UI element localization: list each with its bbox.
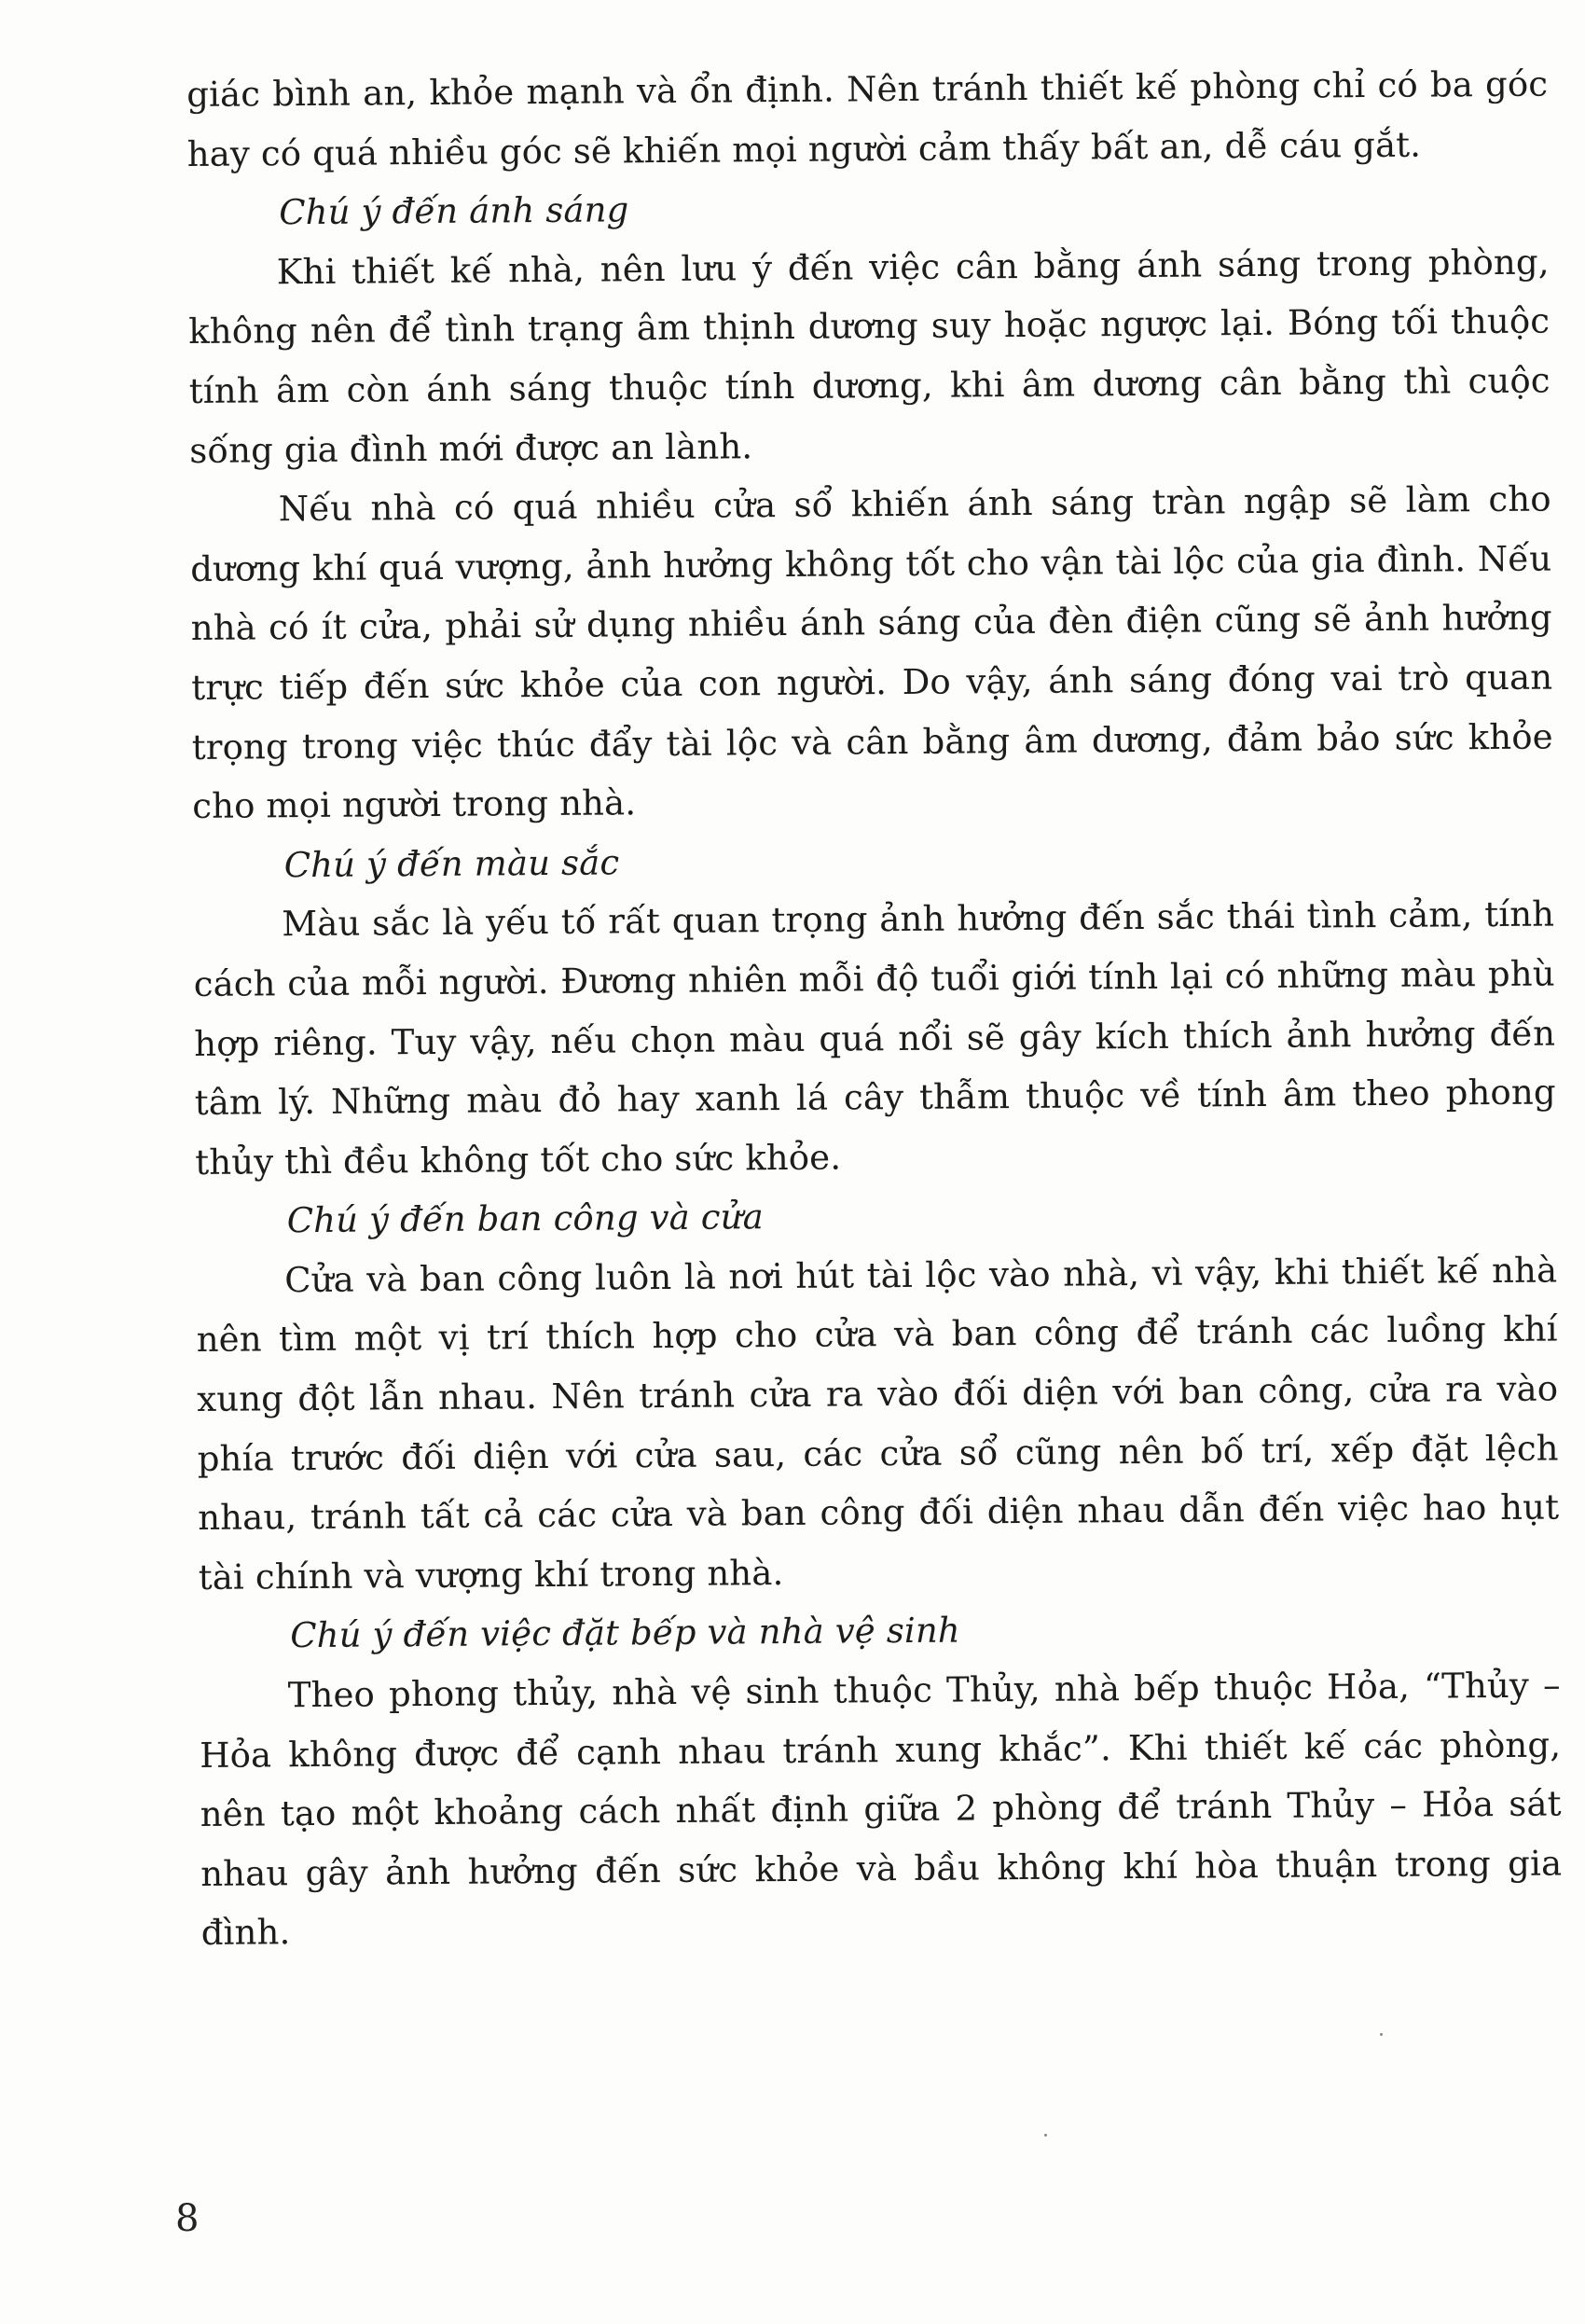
paragraph-kitchen-bathroom: Theo phong thủy, nhà vệ sinh thuộc Thủy, nhà bếp thuộc Hỏa, “Thủy – Hỏa không được để cạnh nhau tránh xung khắc”. Khi thiết kế các phòng, nên tạo một khoảng cách nhất định giữa 2 phòng để tránh Thủy – Hỏa sát nhau gây ảnh hưởng đến sức khỏe và bầu không khí hòa thuận trong gia đình.	[200, 1665, 1563, 1954]
page-number: 8	[175, 2197, 200, 2240]
paragraph-color: Màu sắc là yếu tố rất quan trọng ảnh hưởng đến sắc thái tình cảm, tính cách của mỗi người. Đương nhiên mỗi độ tuổi giới tính lại có những màu phù hợp riêng. Tuy vậy, nếu chọn màu quá nổi sẽ gây kích thích ảnh hưởng đến tâm lý. Những màu đỏ hay xanh lá cây thẫm thuộc về tính âm theo phong thủy thì đều không tốt cho sức khỏe.	[193, 893, 1556, 1183]
section-heading-kitchen-bathroom: Chú ý đến việc đặt bếp và nhà vệ sinh	[290, 1610, 961, 1656]
body-text	[186, 55, 1563, 1963]
section-heading-color: Chú ý đến màu sắc	[283, 842, 620, 885]
scan-speck	[1044, 2134, 1047, 2137]
paragraph-light-balance: Khi thiết kế nhà, nên lưu ý đến việc cân bằng ánh sáng trong phòng, không nên để tình trạng âm thịnh dương suy hoặc ngược lại. Bóng tối thuộc tính âm còn ánh sáng thuộc tính dương, khi âm dương cân bằng thì cuộc sống gia đình mới được an lành.	[188, 242, 1551, 471]
paragraph-light-windows: Nếu nhà có quá nhiều cửa sổ khiến ánh sáng tràn ngập sẽ làm cho dương khí quá vượng, ảnh hưởng không tốt cho vận tài lộc của gia đình. Nếu nhà có ít cửa, phải sử dụng nhiều ánh sáng của đèn điện cũng sẽ ảnh hưởng trực tiếp đến sức khỏe của con người. Do vậy, ánh sáng đóng vai trò quan trọng trong việc thúc đẩy tài lộc và cân bằng âm dương, đảm bảo sức khỏe cho mọi người trong nhà.	[190, 478, 1553, 827]
paragraph-continuation: giác bình an, khỏe mạnh và ổn định. Nên tránh thiết kế phòng chỉ có ba góc hay có quá nhiều góc sẽ khiến mọi người cảm thấy bất an, dễ cáu gắt.	[186, 63, 1549, 174]
paragraph-balcony-door: Cửa và ban công luôn là nơi hút tài lộc vào nhà, vì vậy, khi thiết kế nhà nên tìm một vị trí thích hợp cho cửa và ban công để tránh các luồng khí xung đột lẫn nhau. Nên tránh cửa ra vào đối diện với ban công, cửa ra vào phía trước đối diện với cửa sau, các cửa sổ cũng nên bố trí, xếp đặt lệch nhau, tránh tất cả các cửa và ban công đối diện nhau dẫn đến việc hao hụt tài chính và vượng khí trong nhà.	[196, 1250, 1560, 1598]
section-heading-balcony-door: Chú ý đến ban công và cửa	[286, 1197, 765, 1241]
scan-speck	[1380, 2033, 1383, 2036]
section-heading-light: Chú ý đến ánh sáng	[279, 189, 629, 233]
